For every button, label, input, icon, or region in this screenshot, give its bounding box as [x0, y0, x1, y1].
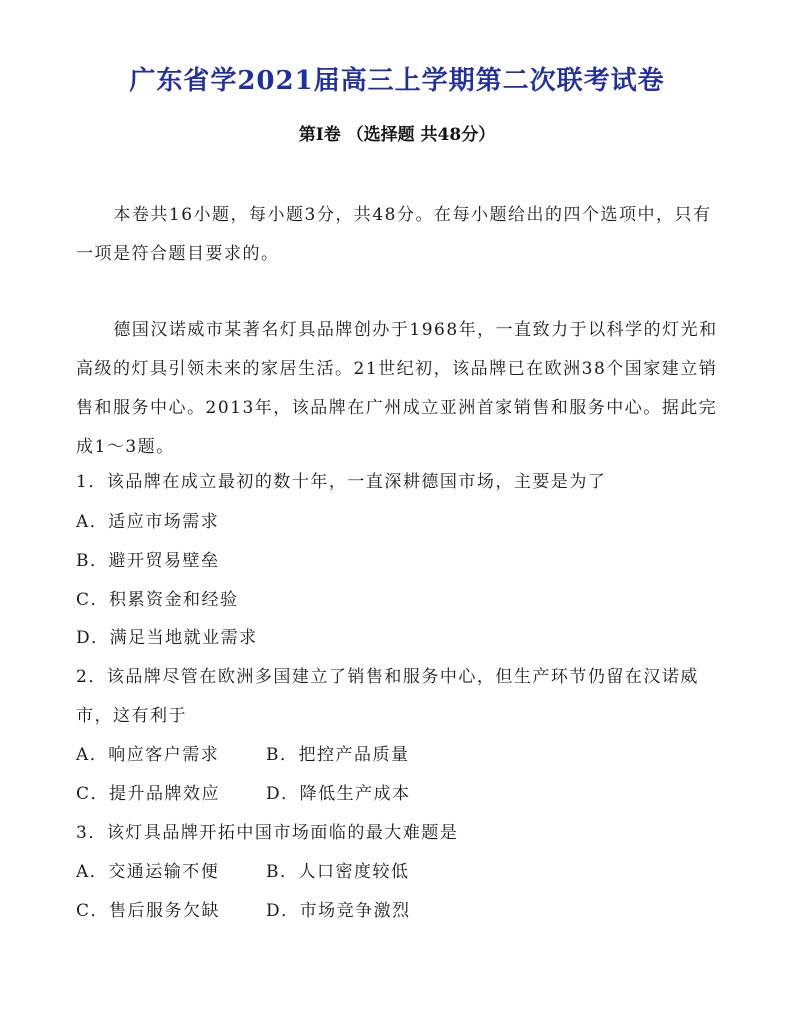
question-1-option-a: A．适应市场需求: [76, 512, 220, 532]
question-3-option-a: A．交通运输不便: [76, 862, 220, 882]
question-2-options-row-1: [76, 743, 726, 767]
question-2-options-row-2: [76, 782, 726, 806]
question-1-option-d: D．满足当地就业需求: [76, 628, 258, 648]
question-1-option-b: B．避开贸易壁垒: [76, 551, 220, 571]
exam-title: 广东省学2021届高三上学期第二次联考试卷: [129, 66, 665, 96]
section-title: 第Ⅰ卷 （选择题 共48分）: [298, 125, 496, 145]
question-1-stem: 1．该品牌在成立最初的数十年，一直深耕德国市场，主要是为了: [76, 472, 607, 492]
question-3-option-c: C．售后服务欠缺: [76, 901, 221, 921]
question-3-stem: 3．该灯具品牌开拓中国市场面临的最大难题是: [76, 823, 459, 843]
question-3-option-b: B．人口密度较低: [266, 862, 410, 882]
question-2-option-d: D．降低生产成本: [266, 784, 411, 804]
material-paragraph: 德国汉诺威市某著名灯具品牌创办于1968年，一直致力于以科学的灯光和高级的灯具引领未来的家居生活。21世纪初，该品牌已在欧洲38个国家建立销售和服务中心。2013年，该品牌在广州成立亚洲首家销售和服务中心。据此完成1～3题。: [76, 320, 718, 457]
question-2-option-a: A．响应客户需求: [76, 745, 220, 765]
question-3-options-row-2: [76, 899, 726, 923]
question-2-option-c: C．提升品牌效应: [76, 784, 221, 804]
question-2-stem: 2．该品牌尽管在欧洲多国建立了销售和服务中心，但生产环节仍留在汉诺威市，这有利于: [76, 667, 699, 726]
question-1-option-c: C．积累资金和经验: [76, 590, 239, 610]
question-3-option-d: D．市场竞争激烈: [266, 901, 411, 921]
instructions-paragraph: 本卷共16小题，每小题3分，共48分。在每小题给出的四个选项中，只有一项是符合题目要求的。: [76, 205, 712, 264]
question-2-option-b: B．把控产品质量: [266, 745, 410, 765]
question-3-options-row-1: [76, 860, 726, 884]
